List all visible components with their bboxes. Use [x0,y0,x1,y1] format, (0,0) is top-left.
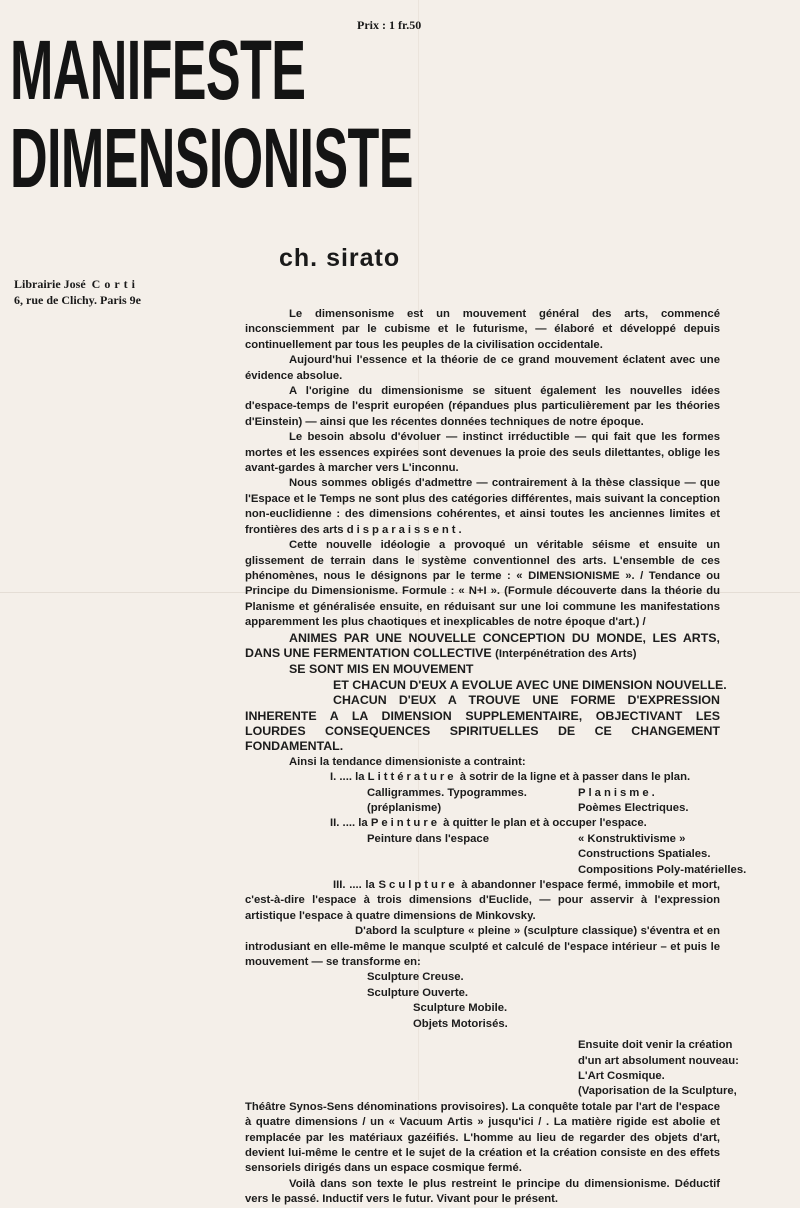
caps-1-tail: (Interpénétration des Arts) [495,647,637,660]
paragraph-8: D'abord la sculpture « pleine » (sculpture classique) s'éventra et en introdusiant en elle-même le manque sculpté et calculé de l'espace intérieur – et puis le mouvement — se transforme en: [245,925,720,969]
sculpture-type-4: Objets Motorisés. [413,1017,508,1030]
list-2-art: Peinture [370,817,441,830]
paragraph-5-text: Nous sommes obligés d'admettre — contrairement à la thèse classique — que l'Espace et le Temps ne sont plus des catégories différentes, mais suivant la conception non-euclidienne : des dimensions cohérentes, et ainsi toutes les anciennes limites et frontières des arts [245,477,720,536]
painting-r1-right: « Konstruktivisme » [578,832,686,845]
list-1-art: Littérature [367,771,457,784]
paragraph-4: Le besoin absolu d'évoluer — instinct irréductible — qui fait que les formes mortes et les essences expirées sont devenues la proie des seuls dilettantes, oblige les avant-gardes à marcher vers L'inconnu. [245,431,720,475]
painting-r2-right: Constructions Spatiales. [578,848,711,861]
painting-r1-left: Peinture dans l'espace [367,832,489,845]
literature-row-2 [245,801,720,816]
literature-row-1 [245,786,720,801]
price-label: Prix : 1 fr.50 [357,18,422,32]
list-1-number: I. .... la [330,771,365,784]
cosmic-line-1: Ensuite doit venir la création [578,1039,733,1052]
publisher-name: Librairie José [14,277,86,291]
publisher-surname: Corti [91,277,139,291]
painting-row-2 [245,847,720,862]
list-1-desc: à sotrir de la ligne et à passer dans le plan. [459,771,691,784]
manifesto-body [245,307,747,1208]
paragraph-9: Théâtre Synos-Sens dénominations provisoires). La conquête totale par l'art de l'espace à quatre dimensions / un « Vacuum Artis » jusqu'ici / . La matière rigide est abolie et remplacée par les matériaux gazéifiés. L'homme au lieu de regarder des objets d'art, devient lui-même le centre et le sujet de la création et la création consiste en des effets sensoriels dirigés dans un espace cosmique fermé. [245,1100,720,1175]
caps-1-text: ANIMES PAR UNE NOUVELLE CONCEPTION DU MONDE, LES ARTS, DANS UNE FERMENTATION COLLECTIVE [245,630,720,660]
cosmic-line-3: L'Art Cosmique. [578,1069,665,1082]
literature-r2-left: (préplanisme) [367,802,442,814]
cosmic-line-2: d'un art absolument nouveau: [578,1054,739,1067]
list-item-painting [245,816,720,831]
list-3-desc: à abandonner l'espace fermé, immobile et mort, c'est-à-dire l'espace à trois dimensions d'Euclide, — pour asservir à l'expression artistique l'espace à quatre dimensions de Minkovsky. [245,879,721,922]
paragraph-1: Le dimensonisme est un mouvement général des arts, commencé inconsciemment par le cubisme et le futurisme, — élaboré et développé depuis continuellement par tous les peuples de la civilisation occidentale. [245,308,720,351]
caps-line-2: SE SONT MIS EN MOUVEMENT [289,662,474,677]
paragraph-5 [245,476,720,538]
painting-r3-right: Compositions Poly-matérielles. [578,863,747,876]
publisher-line-1 [14,276,141,292]
list-item-literature [245,770,720,785]
paragraph-5-spaced: disparaissent. [346,523,465,536]
paragraph-2: Aujourd'hui l'essence et la théorie de ce grand mouvement éclatent avec une évidence absolue. [245,354,720,382]
author-name: ch. sirato [279,244,401,272]
paragraph-10: Voilà dans son texte le plus restreint le principe du dimensionisme. Déductif vers le passé. Inductif vers le futur. Vivant pour le présent. [245,1177,720,1206]
paragraph-3: A l'origine du dimensionisme se situent également les nouvelles idées d'espace-temps de l'esprit européen (répandues plus particulièrement par les théories d'Einstein) — ainsi que les récentes données techniques de notre époque. [245,385,720,428]
paragraph-6: Cette nouvelle idéologie a provoqué un véritable séisme et ensuite un glissement de terrain dans le système conventionnel des arts. L'ensemble de ces phénomènes, nous le désignons par le terme : « DIMENSIONISME ». / Tendance ou Principe du Dimensionisme. Formule : « N+I ». (Formule découverte dans la théorie du Planisme et généralisée ensuite, en réduisant sur une loi commune les manifestations apparemment les plus chaotiques et inexplicables de notre époque d'art.) / [245,539,720,629]
title-line-1: MANIFESTE [10,23,306,117]
literature-r1-right: Planisme. [578,786,658,799]
cosmic-line-4: (Vaporisation de la Sculpture, [578,1085,737,1098]
literature-r2-right: Poèmes Electriques. [578,802,689,814]
sculpture-type-3: Sculpture Mobile. [413,1002,508,1015]
publisher-line-2: 6, rue de Clichy. Paris 9e [14,293,141,307]
caps-line-3: ET CHACUN D'EUX A EVOLUE AVEC UNE DIMENSION NOUVELLE. [333,677,727,692]
literature-r1-left: Calligrammes. Typogrammes. [367,786,527,799]
sculpture-type-2: Sculpture Ouverte. [367,986,469,999]
paragraph-7: Ainsi la tendance dimensioniste a contraint: [289,755,526,768]
list-3-art: Sculpture [378,879,458,892]
caps-paragraph-1 [245,631,720,663]
list-item-sculpture [245,878,720,924]
painting-row-3 [245,863,747,878]
painting-row-1 [245,832,720,847]
list-3-number: III. .... la [333,879,375,892]
list-2-desc: à quitter le plan et à occuper l'espace. [443,817,647,830]
list-2-number: II. .... la [330,817,368,830]
caps-section [245,630,727,755]
sculpture-type-1: Sculpture Creuse. [367,971,464,984]
caps-paragraph-4: CHACUN D'EUX A TROUVE UNE FORME D'EXPRESSION INHERENTE A LA DIMENSION SUPPLEMENTAIRE, OBJECTIVANT LES LOURDES CONSEQUENCES SPIRITUELLES DE CE CHANGEMENT FONDAMENTAL. [245,693,720,754]
publisher-address [14,276,141,308]
title-line-2: DIMENSIONISTE [10,111,413,205]
